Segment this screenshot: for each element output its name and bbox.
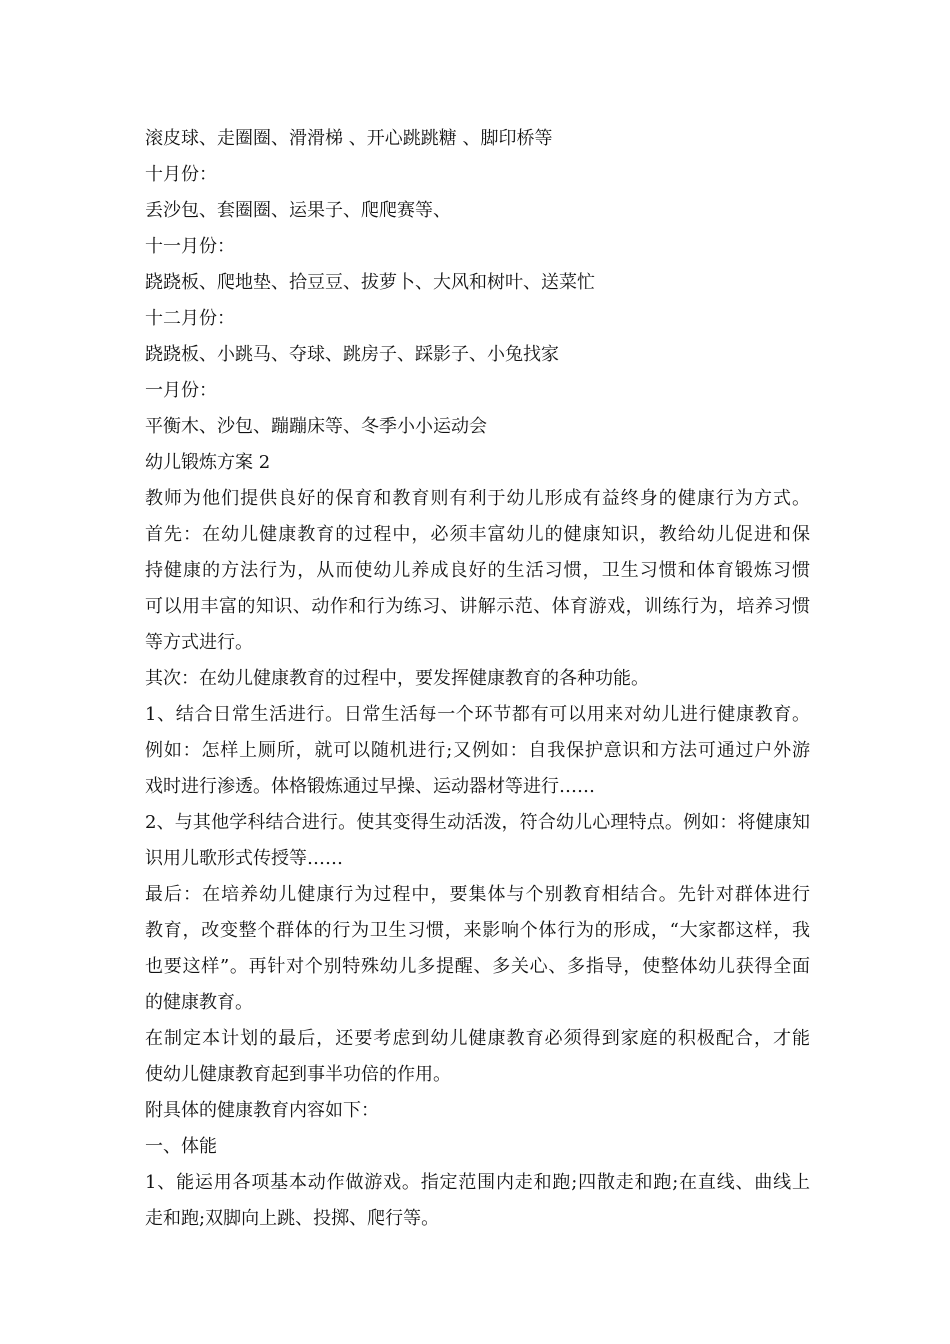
paragraph-line: 附具体的健康教育内容如下：	[145, 1100, 379, 1121]
paragraph-line: 也要这样”。再针对个别特殊幼儿多提醒、多关心、多指导，使整体幼儿获得全面	[145, 956, 810, 977]
paragraph-line: 等方式进行。	[145, 632, 253, 653]
section-title: 幼儿锻炼方案 2	[145, 452, 271, 473]
paragraph-line: 持健康的方法行为，从而使幼儿养成良好的生活习惯，卫生习惯和体育锻炼习惯	[145, 560, 810, 581]
paragraph-line: 1、结合日常生活进行。日常生活每一个环节都有可以用来对幼儿进行健康教育。	[145, 704, 810, 725]
month-heading-december: 十二月份：	[145, 308, 235, 329]
paragraph-line: 在制定本计划的最后，还要考虑到幼儿健康教育必须得到家庭的积极配合，才能	[145, 1028, 810, 1049]
paragraph-line: 的健康教育。	[145, 992, 253, 1013]
paragraph-line: 其次：在幼儿健康教育的过程中，要发挥健康教育的各种功能。	[145, 668, 649, 689]
activity-list-december: 跷跷板、小跳马、夺球、跳房子、踩影子、小兔找家	[145, 344, 559, 365]
month-heading-january: 一月份：	[145, 380, 217, 401]
paragraph-line: 使幼儿健康教育起到事半功倍的作用。	[145, 1064, 451, 1085]
activity-list-november: 跷跷板、爬地垫、拾豆豆、拔萝卜、大风和树叶、送菜忙	[145, 272, 595, 293]
activity-list-october: 丢沙包、套圈圈、运果子、爬爬赛等、	[145, 200, 451, 221]
paragraph-line: 最后：在培养幼儿健康行为过程中，要集体与个别教育相结合。先针对群体进行	[145, 884, 810, 905]
paragraph-line: 走和跑;双脚向上跳、投掷、爬行等。	[145, 1208, 440, 1229]
month-heading-november: 十一月份：	[145, 236, 235, 257]
paragraph-line: 识用儿歌形式传授等……	[145, 848, 343, 869]
activity-list-september: 滚皮球、走圈圈、滑滑梯 、开心跳跳糖 、脚印桥等	[145, 128, 553, 149]
subsection-heading: 一、体能	[145, 1136, 217, 1157]
paragraph-line: 2、与其他学科结合进行。使其变得生动活泼，符合幼儿心理特点。例如：将健康知	[145, 812, 810, 833]
month-heading-october: 十月份：	[145, 164, 217, 185]
paragraph-line: 1、能运用各项基本动作做游戏。指定范围内走和跑;四散走和跑;在直线、曲线上	[145, 1172, 810, 1193]
paragraph-line: 例如：怎样上厕所，就可以随机进行;又例如：自我保护意识和方法可通过户外游	[145, 740, 810, 761]
paragraph-line: 戏时进行渗透。体格锻炼通过早操、运动器材等进行……	[145, 776, 595, 797]
paragraph-line: 首先：在幼儿健康教育的过程中，必须丰富幼儿的健康知识，教给幼儿促进和保	[145, 524, 810, 545]
paragraph-line: 教育，改变整个群体的行为卫生习惯，来影响个体行为的形成，“大家都这样，我	[145, 920, 810, 941]
activity-list-january: 平衡木、沙包、蹦蹦床等、冬季小小运动会	[145, 416, 487, 437]
paragraph-line: 教师为他们提供良好的保育和教育则有利于幼儿形成有益终身的健康行为方式。	[145, 488, 810, 509]
paragraph-line: 可以用丰富的知识、动作和行为练习、讲解示范、体育游戏，训练行为，培养习惯	[145, 596, 810, 617]
document-body	[145, 121, 810, 1237]
